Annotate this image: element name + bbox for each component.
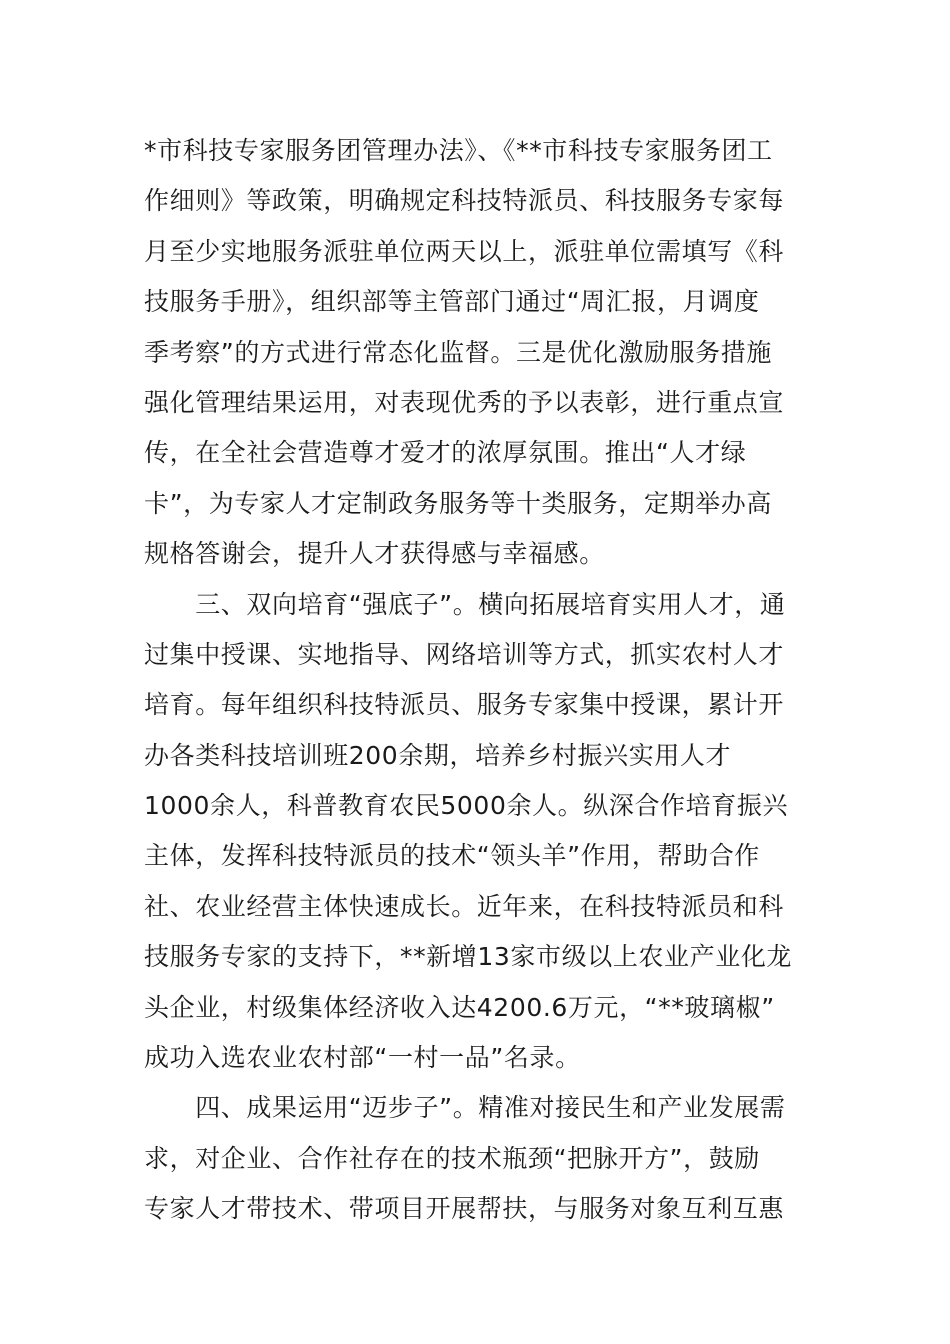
text-line: 技服务专家的支持下，**新增13家市级以上农业产业化龙 [144, 942, 793, 972]
text-line: 三、双向培育“强底子”。横向拓展培育实用人才，通 [144, 589, 786, 619]
paragraph-section-four [144, 1083, 806, 1234]
text-line: 传，在全社会营造尊才爱才的浓厚氛围。推出“人才绿 [144, 438, 747, 468]
text-line: *市科技专家服务团管理办法》、《**市科技专家服务团工 [144, 136, 773, 165]
text-line: 求，对企业、合作社存在的技术瓶颈“把脉开方”，鼓励 [144, 1143, 760, 1173]
text-line: 作细则》等政策，明确规定科技特派员、科技服务专家每 [144, 186, 785, 216]
text-line: 头企业，村级集体经济收入达4200.6万元，“**玻璃椒” [144, 992, 775, 1022]
text-line: 卡”，为专家人才定制政务服务等十类服务，定期举办高 [144, 488, 772, 518]
text-line: 月至少实地服务派驻单位两天以上，派驻单位需填写《科 [144, 236, 785, 266]
text-line: 成功入选农业农村部“一村一品”名录。 [144, 1043, 581, 1073]
text-line: 培育。每年组织科技特派员、服务专家集中授课，累计开 [144, 690, 785, 720]
paragraph-section-three [144, 580, 806, 1084]
text-line: 四、成果运用“迈步子”。精准对接民生和产业发展需 [144, 1093, 786, 1123]
text-line: 季考察”的方式进行常态化监督。三是优化激励服务措施 [144, 337, 772, 367]
text-line: 1000余人，科普教育农民5000余人。纵深合作培育振兴 [144, 791, 789, 821]
text-line: 技服务手册》，组织部等主管部门通过“周汇报，月调度 [144, 287, 760, 317]
document-page [144, 126, 806, 1235]
text-line: 办各类科技培训班200余期，培养乡村振兴实用人才 [144, 740, 732, 770]
text-line: 社、农业经营主体快速成长。近年来，在科技特派员和科 [144, 891, 785, 921]
paragraph-management [144, 126, 806, 580]
text-line: 主体，发挥科技特派员的技术“领头羊”作用，帮助合作 [144, 841, 760, 871]
text-line: 规格答谢会，提升人才获得感与幸福感。 [144, 539, 605, 569]
text-line: 强化管理结果运用，对表现优秀的予以表彰，进行重点宣 [144, 387, 785, 417]
text-line: 过集中授课、实地指导、网络培训等方式，抓实农村人才 [144, 639, 785, 669]
text-line: 专家人才带技术、带项目开展帮扶，与服务对象互利互惠 [144, 1194, 785, 1224]
